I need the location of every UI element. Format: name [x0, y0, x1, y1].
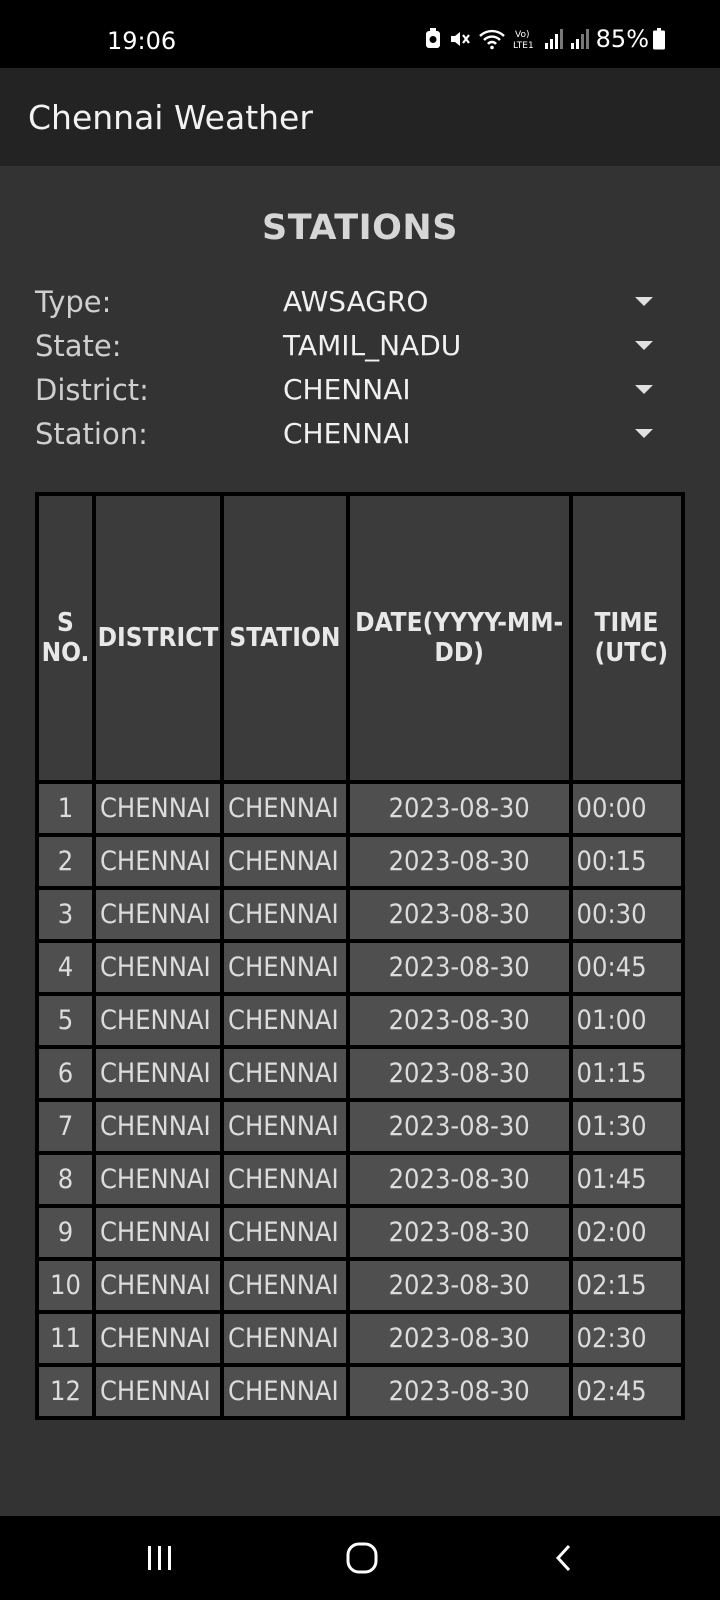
- table-row[interactable]: [37, 1100, 683, 1153]
- cell-sno: 9: [37, 1206, 94, 1259]
- status-icons: [424, 22, 720, 56]
- filter-label: Type:: [35, 285, 112, 319]
- cell-district: CHENNAI: [94, 994, 222, 1047]
- cell-time: 01:30: [571, 1100, 683, 1153]
- district-dropdown-value[interactable]: CHENNAI: [283, 373, 411, 406]
- table-header-row: [37, 494, 683, 782]
- wifi-icon: [478, 27, 506, 51]
- cell-sno: 12: [37, 1365, 94, 1418]
- signal-icon: [544, 27, 564, 51]
- filter-state[interactable]: [35, 329, 665, 373]
- cell-station: CHENNAI: [222, 1312, 348, 1365]
- dropdown-arrow-icon[interactable]: [635, 297, 653, 306]
- battery-percent: 85%: [595, 25, 649, 53]
- recent-apps-icon[interactable]: [100, 1516, 220, 1600]
- weather-table: [35, 492, 685, 1420]
- weather-table-viewport[interactable]: [35, 492, 685, 1572]
- cell-district: CHENNAI: [94, 888, 222, 941]
- cell-time: 02:45: [571, 1365, 683, 1418]
- cell-district: CHENNAI: [94, 1206, 222, 1259]
- mute-icon: [448, 27, 472, 51]
- cell-station: CHENNAI: [222, 1259, 348, 1312]
- dropdown-arrow-icon[interactable]: [635, 341, 653, 350]
- svg-text:LTE1: LTE1: [512, 41, 534, 51]
- cell-sno: 4: [37, 941, 94, 994]
- cell-time: 02:30: [571, 1312, 683, 1365]
- dropdown-arrow-icon[interactable]: [635, 429, 653, 438]
- type-dropdown-value[interactable]: AWSAGRO: [283, 285, 429, 318]
- table-row[interactable]: [37, 1365, 683, 1418]
- cell-sno: 6: [37, 1047, 94, 1100]
- filter-label: Station:: [35, 417, 148, 451]
- cell-sno: 5: [37, 994, 94, 1047]
- cell-station: CHENNAI: [222, 1153, 348, 1206]
- cell-station: CHENNAI: [222, 782, 348, 835]
- signal-icon-2: [570, 27, 590, 51]
- cell-district: CHENNAI: [94, 835, 222, 888]
- status-time: 19:06: [107, 27, 177, 55]
- header-sno: S NO.: [37, 494, 94, 782]
- filter-station[interactable]: [35, 417, 665, 461]
- filter-type[interactable]: [35, 285, 665, 329]
- cell-time: 00:45: [571, 941, 683, 994]
- cell-date: 2023-08-30: [348, 994, 571, 1047]
- cell-sno: 11: [37, 1312, 94, 1365]
- cell-station: CHENNAI: [222, 1365, 348, 1418]
- cell-sno: 2: [37, 835, 94, 888]
- cell-date: 2023-08-30: [348, 1365, 571, 1418]
- cell-station: CHENNAI: [222, 888, 348, 941]
- cell-time: 00:15: [571, 835, 683, 888]
- cell-sno: 10: [37, 1259, 94, 1312]
- header-station: STATION: [222, 494, 348, 782]
- cell-district: CHENNAI: [94, 1312, 222, 1365]
- table-row[interactable]: [37, 1259, 683, 1312]
- cell-time: 02:15: [571, 1259, 683, 1312]
- home-icon[interactable]: [302, 1516, 422, 1600]
- cell-station: CHENNAI: [222, 1100, 348, 1153]
- cell-time: 01:00: [571, 994, 683, 1047]
- filter-label: State:: [35, 329, 122, 363]
- cell-district: CHENNAI: [94, 1153, 222, 1206]
- cell-date: 2023-08-30: [348, 1047, 571, 1100]
- cell-date: 2023-08-30: [348, 1312, 571, 1365]
- cell-date: 2023-08-30: [348, 1206, 571, 1259]
- content: [0, 166, 720, 1516]
- cell-district: CHENNAI: [94, 782, 222, 835]
- cell-district: CHENNAI: [94, 941, 222, 994]
- cell-sno: 7: [37, 1100, 94, 1153]
- cell-time: 01:15: [571, 1047, 683, 1100]
- table-row[interactable]: [37, 941, 683, 994]
- cell-district: CHENNAI: [94, 1100, 222, 1153]
- cell-station: CHENNAI: [222, 941, 348, 994]
- cell-sno: 3: [37, 888, 94, 941]
- header-district: DISTRICT: [94, 494, 222, 782]
- cell-station: CHENNAI: [222, 835, 348, 888]
- cell-station: CHENNAI: [222, 994, 348, 1047]
- table-row[interactable]: [37, 1206, 683, 1259]
- table-row[interactable]: [37, 782, 683, 835]
- navigation-bar: [0, 1516, 720, 1600]
- cell-station: CHENNAI: [222, 1047, 348, 1100]
- cell-date: 2023-08-30: [348, 941, 571, 994]
- cell-time: 01:45: [571, 1153, 683, 1206]
- app-bar: [0, 68, 720, 166]
- cell-time: 00:00: [571, 782, 683, 835]
- cell-district: CHENNAI: [94, 1047, 222, 1100]
- cell-date: 2023-08-30: [348, 1259, 571, 1312]
- table-body: [37, 782, 683, 1418]
- cell-sno: 1: [37, 782, 94, 835]
- cell-district: CHENNAI: [94, 1365, 222, 1418]
- dropdown-arrow-icon[interactable]: [635, 385, 653, 394]
- cell-date: 2023-08-30: [348, 782, 571, 835]
- alarm-icon: [424, 27, 442, 51]
- table-row[interactable]: [37, 835, 683, 888]
- table-row[interactable]: [37, 888, 683, 941]
- status-bar: [0, 0, 720, 68]
- state-dropdown-value[interactable]: TAMIL_NADU: [283, 329, 462, 362]
- table-row[interactable]: [37, 1153, 683, 1206]
- svg-text:Vo): Vo): [514, 30, 530, 40]
- header-date: DATE(YYYY-MM-DD): [348, 494, 571, 782]
- cell-district: CHENNAI: [94, 1259, 222, 1312]
- cell-date: 2023-08-30: [348, 888, 571, 941]
- app-title: Chennai Weather: [28, 98, 313, 137]
- filter-label: District:: [35, 373, 149, 407]
- table-row[interactable]: [37, 1047, 683, 1100]
- cell-station: CHENNAI: [222, 1206, 348, 1259]
- header-time: TIME (UTC): [571, 494, 683, 782]
- cell-date: 2023-08-30: [348, 835, 571, 888]
- cell-sno: 8: [37, 1153, 94, 1206]
- station-dropdown-value[interactable]: CHENNAI: [283, 417, 411, 450]
- stations-heading: STATIONS: [262, 208, 458, 248]
- table-row[interactable]: [37, 994, 683, 1047]
- table-row[interactable]: [37, 1312, 683, 1365]
- volte-icon: [512, 27, 538, 51]
- cell-date: 2023-08-30: [348, 1100, 571, 1153]
- cell-date: 2023-08-30: [348, 1153, 571, 1206]
- back-icon[interactable]: [504, 1516, 624, 1600]
- cell-time: 02:00: [571, 1206, 683, 1259]
- battery-icon: [653, 27, 665, 51]
- cell-time: 00:30: [571, 888, 683, 941]
- filter-district[interactable]: [35, 373, 665, 417]
